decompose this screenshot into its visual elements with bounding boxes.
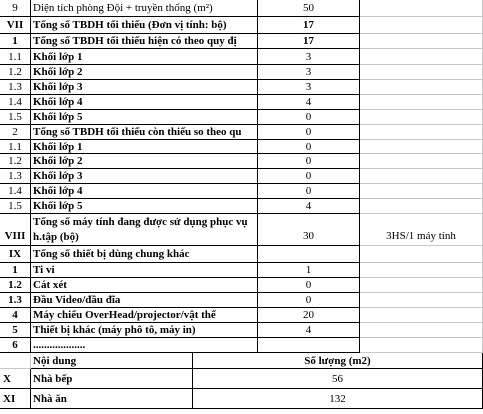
table-row bbox=[0, 140, 483, 154]
row-number[interactable]: 1.2 bbox=[0, 65, 31, 80]
bottom-row bbox=[0, 369, 483, 389]
row-name[interactable]: Thiết bị khác (máy phô tô, máy in) bbox=[31, 323, 258, 338]
row-name[interactable]: ................... bbox=[31, 338, 258, 353]
table-row bbox=[0, 80, 483, 95]
row-note[interactable] bbox=[360, 0, 483, 17]
row-name[interactable]: Cát xét bbox=[31, 278, 258, 293]
bottom-header-row bbox=[0, 353, 483, 369]
row-note[interactable] bbox=[360, 125, 483, 140]
row-note[interactable] bbox=[360, 184, 483, 199]
row-note[interactable] bbox=[360, 140, 483, 154]
row-note[interactable] bbox=[360, 95, 483, 110]
row-value[interactable]: 0 bbox=[258, 110, 360, 125]
row-value[interactable]: 3 bbox=[258, 80, 360, 95]
row-name[interactable]: Khối lớp 2 bbox=[31, 65, 258, 80]
quantity-header[interactable]: Số lượng (m2) bbox=[193, 353, 483, 369]
row-name[interactable]: Khối lớp 1 bbox=[31, 49, 258, 65]
row-name[interactable]: Khối lớp 2 bbox=[31, 154, 258, 169]
row-value[interactable]: 0 bbox=[258, 278, 360, 293]
table-row bbox=[0, 49, 483, 65]
row-value[interactable]: 0 bbox=[258, 125, 360, 140]
row-value[interactable]: 4 bbox=[258, 323, 360, 338]
table-row bbox=[0, 199, 483, 214]
row-value[interactable]: 56 bbox=[193, 369, 483, 389]
row-note[interactable] bbox=[360, 34, 483, 49]
table-row bbox=[0, 95, 483, 110]
row-note[interactable] bbox=[360, 110, 483, 125]
table-row bbox=[0, 169, 483, 184]
row-number[interactable]: XI bbox=[0, 389, 31, 409]
row-number[interactable]: 1.2 bbox=[0, 278, 31, 293]
row-value[interactable]: 30 bbox=[258, 214, 360, 246]
table-row bbox=[0, 263, 483, 278]
row-note[interactable] bbox=[360, 169, 483, 184]
row-name[interactable]: Khối lớp 4 bbox=[31, 184, 258, 199]
row-name[interactable]: Máy chiếu OverHead/projector/vật thể bbox=[31, 308, 258, 323]
row-name[interactable]: Nhà ăn bbox=[31, 389, 193, 409]
row-value[interactable]: 17 bbox=[258, 34, 360, 49]
row-number[interactable]: 1.1 bbox=[0, 140, 31, 154]
row-value[interactable]: 4 bbox=[258, 199, 360, 214]
row-value[interactable]: 3 bbox=[258, 49, 360, 65]
row-value[interactable]: 132 bbox=[193, 389, 483, 409]
row-number[interactable]: 1.2 bbox=[0, 154, 31, 169]
row-number[interactable]: 1 bbox=[0, 263, 31, 278]
row-note[interactable] bbox=[360, 246, 483, 263]
row-value[interactable]: 0 bbox=[258, 293, 360, 308]
table-row bbox=[0, 17, 483, 34]
table-row bbox=[0, 338, 483, 353]
row-number[interactable]: 1.3 bbox=[0, 293, 31, 308]
row-value[interactable]: 0 bbox=[258, 184, 360, 199]
row-note[interactable]: 3HS/1 máy tính bbox=[360, 214, 483, 246]
row-number[interactable]: 1.4 bbox=[0, 184, 31, 199]
row-number[interactable]: IX bbox=[0, 246, 31, 263]
row-value[interactable]: 1 bbox=[258, 263, 360, 278]
row-number[interactable]: 4 bbox=[0, 308, 31, 323]
row-value[interactable]: 0 bbox=[258, 140, 360, 154]
bottom-row bbox=[0, 389, 483, 409]
row-value[interactable]: 0 bbox=[258, 154, 360, 169]
row-number[interactable]: 1.4 bbox=[0, 95, 31, 110]
table-row bbox=[0, 184, 483, 199]
row-note[interactable] bbox=[360, 263, 483, 278]
row-name[interactable]: Tổng số TBDH tối thiểu còn thiếu so theo qu bbox=[31, 125, 258, 140]
row-number[interactable]: 9 bbox=[0, 0, 31, 17]
table-row bbox=[0, 0, 483, 17]
row-note[interactable] bbox=[360, 278, 483, 293]
table-row bbox=[0, 34, 483, 49]
row-name[interactable]: Khối lớp 5 bbox=[31, 110, 258, 125]
row-name[interactable]: Diện tích phòng Đội + truyền thống (m²) bbox=[31, 0, 258, 17]
row-number[interactable]: VIII bbox=[0, 214, 31, 246]
table-row bbox=[0, 278, 483, 293]
row-name[interactable]: Khối lớp 3 bbox=[31, 169, 258, 184]
row-value[interactable]: 3 bbox=[258, 65, 360, 80]
row-number[interactable]: 1.5 bbox=[0, 199, 31, 214]
row-note[interactable] bbox=[360, 199, 483, 214]
row-note[interactable] bbox=[360, 17, 483, 34]
row-name[interactable]: Tổng số TBDH tối thiểu hiện có theo quy đị bbox=[31, 34, 258, 49]
row-note[interactable] bbox=[360, 308, 483, 323]
row-number[interactable]: 6 bbox=[0, 338, 31, 353]
table-row bbox=[0, 214, 483, 246]
table-row bbox=[0, 293, 483, 308]
row-number[interactable]: 1.1 bbox=[0, 49, 31, 65]
row-value[interactable]: 50 bbox=[258, 0, 360, 17]
row-number[interactable]: 1.3 bbox=[0, 169, 31, 184]
row-name[interactable]: Tổng số thiết bị dùng chung khác bbox=[31, 246, 258, 263]
row-note[interactable] bbox=[360, 80, 483, 95]
row-name[interactable]: Tổng số TBDH tối thiểu (Đơn vị tính: bộ) bbox=[31, 17, 258, 34]
row-value[interactable]: 20 bbox=[258, 308, 360, 323]
row-number[interactable]: 2 bbox=[0, 125, 31, 140]
row-name[interactable]: Nhà bếp bbox=[31, 369, 193, 389]
table-row bbox=[0, 246, 483, 263]
row-name[interactable]: Tổng số máy tính đang được sử dụng phục vụ h.tập (bộ) bbox=[31, 214, 258, 246]
table-row bbox=[0, 323, 483, 338]
row-name[interactable]: Khối lớp 5 bbox=[31, 199, 258, 214]
row-name[interactable]: Khối lớp 1 bbox=[31, 140, 258, 154]
blank-cell[interactable] bbox=[0, 353, 31, 369]
row-number[interactable]: VII bbox=[0, 17, 31, 34]
row-value[interactable]: 17 bbox=[258, 17, 360, 34]
row-number[interactable]: 1 bbox=[0, 34, 31, 49]
row-name[interactable]: Khối lớp 4 bbox=[31, 95, 258, 110]
table-row bbox=[0, 308, 483, 323]
row-value[interactable] bbox=[258, 246, 360, 263]
row-value[interactable]: 4 bbox=[258, 95, 360, 110]
row-number[interactable]: 1.5 bbox=[0, 110, 31, 125]
row-name[interactable]: Đầu Video/đầu đĩa bbox=[31, 293, 258, 308]
row-number[interactable]: X bbox=[0, 369, 31, 389]
row-name[interactable]: Khối lớp 3 bbox=[31, 80, 258, 95]
row-number[interactable]: 5 bbox=[0, 323, 31, 338]
row-note[interactable] bbox=[360, 154, 483, 169]
row-value[interactable]: 0 bbox=[258, 169, 360, 184]
table-row bbox=[0, 110, 483, 125]
row-note[interactable] bbox=[360, 293, 483, 308]
row-note[interactable] bbox=[360, 65, 483, 80]
row-value[interactable] bbox=[258, 338, 360, 353]
row-name[interactable]: Ti vi bbox=[31, 263, 258, 278]
row-note[interactable] bbox=[360, 338, 483, 353]
table-row bbox=[0, 125, 483, 140]
content-header[interactable]: Nội dung bbox=[31, 353, 193, 369]
table-row bbox=[0, 65, 483, 80]
row-note[interactable] bbox=[360, 323, 483, 338]
table-row bbox=[0, 154, 483, 169]
row-number[interactable]: 1.3 bbox=[0, 80, 31, 95]
row-note[interactable] bbox=[360, 49, 483, 65]
